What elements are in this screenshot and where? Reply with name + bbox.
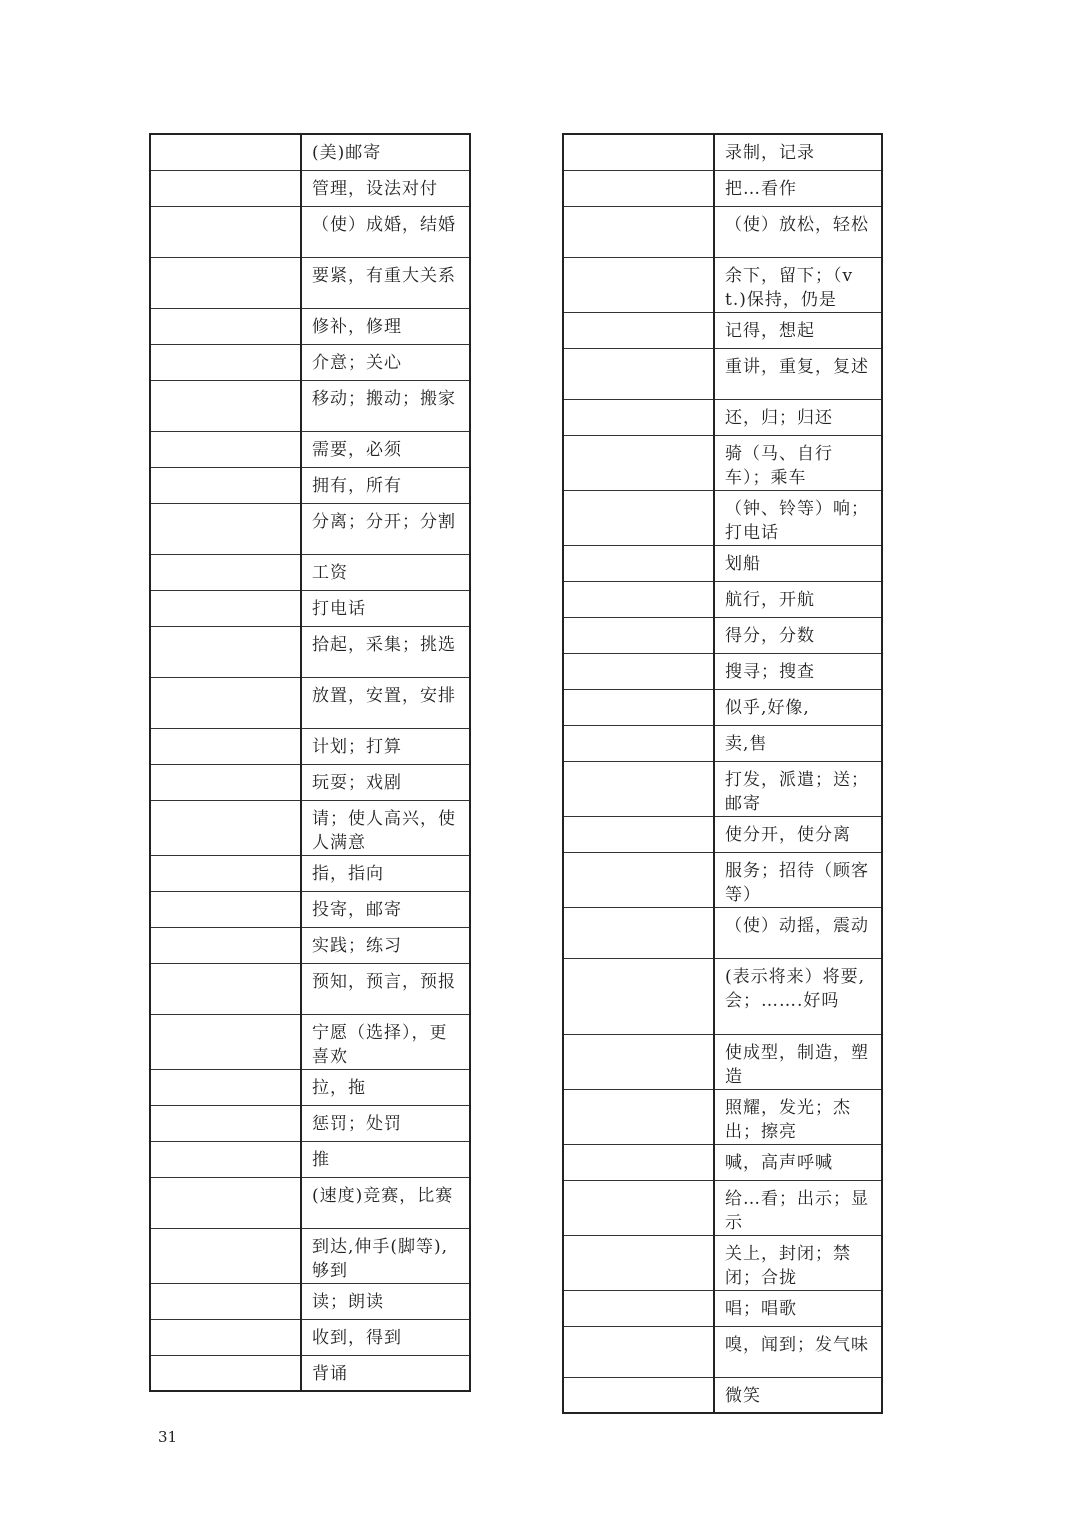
table-row bbox=[150, 764, 470, 800]
table-row bbox=[150, 677, 470, 728]
meaning-cell: 打发，派遣；送；邮寄 bbox=[714, 761, 882, 816]
meaning-cell: 喊，高声呼喊 bbox=[714, 1144, 882, 1180]
meaning-cell: 骑（马、自行车）；乘车 bbox=[714, 435, 882, 490]
meaning-cell: 重讲，重复，复述 bbox=[714, 348, 882, 399]
word-blank-cell[interactable] bbox=[563, 1290, 714, 1326]
word-blank-cell[interactable] bbox=[150, 1177, 301, 1228]
word-blank-cell[interactable] bbox=[563, 852, 714, 907]
meaning-cell: 拾起，采集；挑选 bbox=[301, 626, 470, 677]
vocab-table-left bbox=[149, 133, 471, 1392]
table-row bbox=[563, 1290, 882, 1326]
word-blank-cell[interactable] bbox=[563, 1034, 714, 1089]
meaning-cell: 计划；打算 bbox=[301, 728, 470, 764]
meaning-cell: 要紧，有重大关系 bbox=[301, 257, 470, 308]
table-row bbox=[563, 490, 882, 545]
vocab-table-right bbox=[562, 133, 883, 1414]
meaning-cell: (表示将来）将要,会；…….好吗 bbox=[714, 958, 882, 1034]
table-row bbox=[563, 1034, 882, 1089]
meaning-cell: (美)邮寄 bbox=[301, 134, 470, 170]
table-row bbox=[563, 1180, 882, 1235]
table-row bbox=[563, 852, 882, 907]
table-row bbox=[563, 134, 882, 170]
word-blank-cell[interactable] bbox=[150, 1228, 301, 1283]
meaning-cell: 航行，开航 bbox=[714, 581, 882, 617]
word-blank-cell[interactable] bbox=[150, 344, 301, 380]
word-blank-cell[interactable] bbox=[150, 1319, 301, 1355]
table-row bbox=[150, 626, 470, 677]
table-row bbox=[150, 590, 470, 626]
meaning-cell: 投寄，邮寄 bbox=[301, 891, 470, 927]
meaning-cell: 服务；招待（顾客等） bbox=[714, 852, 882, 907]
table-row bbox=[563, 399, 882, 435]
meaning-cell: 打电话 bbox=[301, 590, 470, 626]
table-row bbox=[150, 170, 470, 206]
word-blank-cell[interactable] bbox=[563, 134, 714, 170]
table-row bbox=[150, 891, 470, 927]
meaning-cell: 嗅，闻到；发气味 bbox=[714, 1326, 882, 1377]
table-row bbox=[150, 257, 470, 308]
meaning-cell: （钟、铃等）响；打电话 bbox=[714, 490, 882, 545]
word-blank-cell[interactable] bbox=[563, 1326, 714, 1377]
word-blank-cell[interactable] bbox=[563, 1144, 714, 1180]
word-blank-cell[interactable] bbox=[563, 1180, 714, 1235]
table-row bbox=[150, 1014, 470, 1069]
word-blank-cell[interactable] bbox=[150, 308, 301, 344]
meaning-cell: 余下，留下；（vt.)保持，仍是 bbox=[714, 257, 882, 312]
table-row bbox=[150, 728, 470, 764]
word-blank-cell[interactable] bbox=[150, 677, 301, 728]
table-row bbox=[563, 435, 882, 490]
word-blank-cell[interactable] bbox=[563, 816, 714, 852]
word-blank-cell[interactable] bbox=[563, 545, 714, 581]
meaning-cell: 使成型，制造，塑造 bbox=[714, 1034, 882, 1089]
word-blank-cell[interactable] bbox=[150, 1141, 301, 1177]
table-row bbox=[563, 1326, 882, 1377]
table-row bbox=[150, 927, 470, 963]
word-blank-cell[interactable] bbox=[563, 689, 714, 725]
meaning-cell: （使）放松，轻松 bbox=[714, 206, 882, 257]
meaning-cell: 记得，想起 bbox=[714, 312, 882, 348]
word-blank-cell[interactable] bbox=[563, 170, 714, 206]
meaning-cell: 请；使人高兴，使人满意 bbox=[301, 800, 470, 855]
table-row bbox=[150, 1069, 470, 1105]
table-row bbox=[563, 1089, 882, 1144]
meaning-cell: 推 bbox=[301, 1141, 470, 1177]
meaning-cell: 关上，封闭；禁闭；合拢 bbox=[714, 1235, 882, 1290]
meaning-cell: 到达,伸手(脚等),够到 bbox=[301, 1228, 470, 1283]
table-row bbox=[563, 348, 882, 399]
meaning-cell: 管理，设法对付 bbox=[301, 170, 470, 206]
word-blank-cell[interactable] bbox=[150, 134, 301, 170]
meaning-cell: 照耀，发光；杰出；擦亮 bbox=[714, 1089, 882, 1144]
word-blank-cell[interactable] bbox=[563, 761, 714, 816]
word-blank-cell[interactable] bbox=[563, 1235, 714, 1290]
table-row bbox=[150, 308, 470, 344]
word-blank-cell[interactable] bbox=[150, 764, 301, 800]
table-row bbox=[563, 312, 882, 348]
word-blank-cell[interactable] bbox=[563, 435, 714, 490]
word-blank-cell[interactable] bbox=[563, 312, 714, 348]
table-row bbox=[150, 1355, 470, 1391]
word-blank-cell[interactable] bbox=[150, 431, 301, 467]
meaning-cell: 似乎,好像, bbox=[714, 689, 882, 725]
meaning-cell: 需要，必须 bbox=[301, 431, 470, 467]
meaning-cell: 移动；搬动；搬家 bbox=[301, 380, 470, 431]
word-blank-cell[interactable] bbox=[150, 257, 301, 308]
word-blank-cell[interactable] bbox=[150, 1355, 301, 1391]
table-row bbox=[563, 1235, 882, 1290]
word-blank-cell[interactable] bbox=[563, 907, 714, 958]
table-row bbox=[563, 545, 882, 581]
meaning-cell: 给…看；出示；显示 bbox=[714, 1180, 882, 1235]
table-row bbox=[563, 761, 882, 816]
table-row bbox=[150, 1141, 470, 1177]
word-blank-cell[interactable] bbox=[150, 728, 301, 764]
word-blank-cell[interactable] bbox=[150, 927, 301, 963]
table-row bbox=[563, 653, 882, 689]
table-row bbox=[150, 554, 470, 590]
meaning-cell: 工资 bbox=[301, 554, 470, 590]
word-blank-cell[interactable] bbox=[563, 490, 714, 545]
table-row bbox=[150, 1228, 470, 1283]
meaning-cell: 分离；分开；分割 bbox=[301, 503, 470, 554]
word-blank-cell[interactable] bbox=[563, 206, 714, 257]
meaning-cell: 唱；唱歌 bbox=[714, 1290, 882, 1326]
table-row bbox=[150, 206, 470, 257]
word-blank-cell[interactable] bbox=[150, 467, 301, 503]
word-blank-cell[interactable] bbox=[150, 855, 301, 891]
meaning-cell: 拥有，所有 bbox=[301, 467, 470, 503]
table-row bbox=[563, 257, 882, 312]
meaning-cell: 介意；关心 bbox=[301, 344, 470, 380]
word-blank-cell[interactable] bbox=[150, 503, 301, 554]
meaning-cell: 搜寻；搜查 bbox=[714, 653, 882, 689]
word-blank-cell[interactable] bbox=[563, 725, 714, 761]
table-row bbox=[150, 855, 470, 891]
table-row bbox=[563, 1144, 882, 1180]
table-row bbox=[150, 467, 470, 503]
word-blank-cell[interactable] bbox=[150, 1014, 301, 1069]
meaning-cell: 把…看作 bbox=[714, 170, 882, 206]
table-row bbox=[563, 689, 882, 725]
table-row bbox=[150, 1105, 470, 1141]
table-row bbox=[150, 503, 470, 554]
word-blank-cell[interactable] bbox=[150, 1105, 301, 1141]
meaning-cell: 惩罚；处罚 bbox=[301, 1105, 470, 1141]
word-blank-cell[interactable] bbox=[150, 891, 301, 927]
table-row bbox=[563, 617, 882, 653]
meaning-cell: 读；朗读 bbox=[301, 1283, 470, 1319]
meaning-cell: 拉，拖 bbox=[301, 1069, 470, 1105]
word-blank-cell[interactable] bbox=[150, 170, 301, 206]
meaning-cell: 背诵 bbox=[301, 1355, 470, 1391]
table-row bbox=[150, 344, 470, 380]
word-blank-cell[interactable] bbox=[150, 590, 301, 626]
word-blank-cell[interactable] bbox=[150, 380, 301, 431]
word-blank-cell[interactable] bbox=[150, 800, 301, 855]
word-blank-cell[interactable] bbox=[150, 1069, 301, 1105]
meaning-cell: 实践；练习 bbox=[301, 927, 470, 963]
table-row bbox=[563, 206, 882, 257]
meaning-cell: 还，归；归还 bbox=[714, 399, 882, 435]
meaning-cell: 得分，分数 bbox=[714, 617, 882, 653]
meaning-cell: 划船 bbox=[714, 545, 882, 581]
meaning-cell: 微笑 bbox=[714, 1377, 882, 1413]
word-blank-cell[interactable] bbox=[563, 653, 714, 689]
table-row bbox=[563, 725, 882, 761]
meaning-cell: （使）成婚，结婚 bbox=[301, 206, 470, 257]
table-row bbox=[563, 581, 882, 617]
word-blank-cell[interactable] bbox=[150, 206, 301, 257]
word-blank-cell[interactable] bbox=[150, 554, 301, 590]
table-row bbox=[150, 963, 470, 1014]
meaning-cell: 放置，安置，安排 bbox=[301, 677, 470, 728]
word-blank-cell[interactable] bbox=[563, 617, 714, 653]
word-blank-cell[interactable] bbox=[563, 1377, 714, 1413]
meaning-cell: 宁愿（选择），更喜欢 bbox=[301, 1014, 470, 1069]
meaning-cell: （使）动摇，震动 bbox=[714, 907, 882, 958]
table-row bbox=[563, 1377, 882, 1413]
table-row bbox=[563, 907, 882, 958]
word-blank-cell[interactable] bbox=[150, 626, 301, 677]
word-blank-cell[interactable] bbox=[563, 958, 714, 1034]
table-row bbox=[150, 1319, 470, 1355]
word-blank-cell[interactable] bbox=[563, 1089, 714, 1144]
word-blank-cell[interactable] bbox=[150, 1283, 301, 1319]
table-row bbox=[563, 958, 882, 1034]
table-row bbox=[563, 170, 882, 206]
table-row bbox=[563, 816, 882, 852]
word-blank-cell[interactable] bbox=[563, 348, 714, 399]
word-blank-cell[interactable] bbox=[563, 399, 714, 435]
meaning-cell: 收到，得到 bbox=[301, 1319, 470, 1355]
table-row bbox=[150, 431, 470, 467]
table-row bbox=[150, 800, 470, 855]
table-row bbox=[150, 1177, 470, 1228]
meaning-cell: 预知，预言，预报 bbox=[301, 963, 470, 1014]
table-row bbox=[150, 134, 470, 170]
meaning-cell: (速度)竞赛，比赛 bbox=[301, 1177, 470, 1228]
meaning-cell: 录制，记录 bbox=[714, 134, 882, 170]
meaning-cell: 指，指向 bbox=[301, 855, 470, 891]
meaning-cell: 修补，修理 bbox=[301, 308, 470, 344]
page-number: 31 bbox=[158, 1428, 178, 1446]
table-row bbox=[150, 380, 470, 431]
word-blank-cell[interactable] bbox=[150, 963, 301, 1014]
word-blank-cell[interactable] bbox=[563, 581, 714, 617]
meaning-cell: 玩耍；戏剧 bbox=[301, 764, 470, 800]
meaning-cell: 卖,售 bbox=[714, 725, 882, 761]
table-row bbox=[150, 1283, 470, 1319]
meaning-cell: 使分开，使分离 bbox=[714, 816, 882, 852]
word-blank-cell[interactable] bbox=[563, 257, 714, 312]
